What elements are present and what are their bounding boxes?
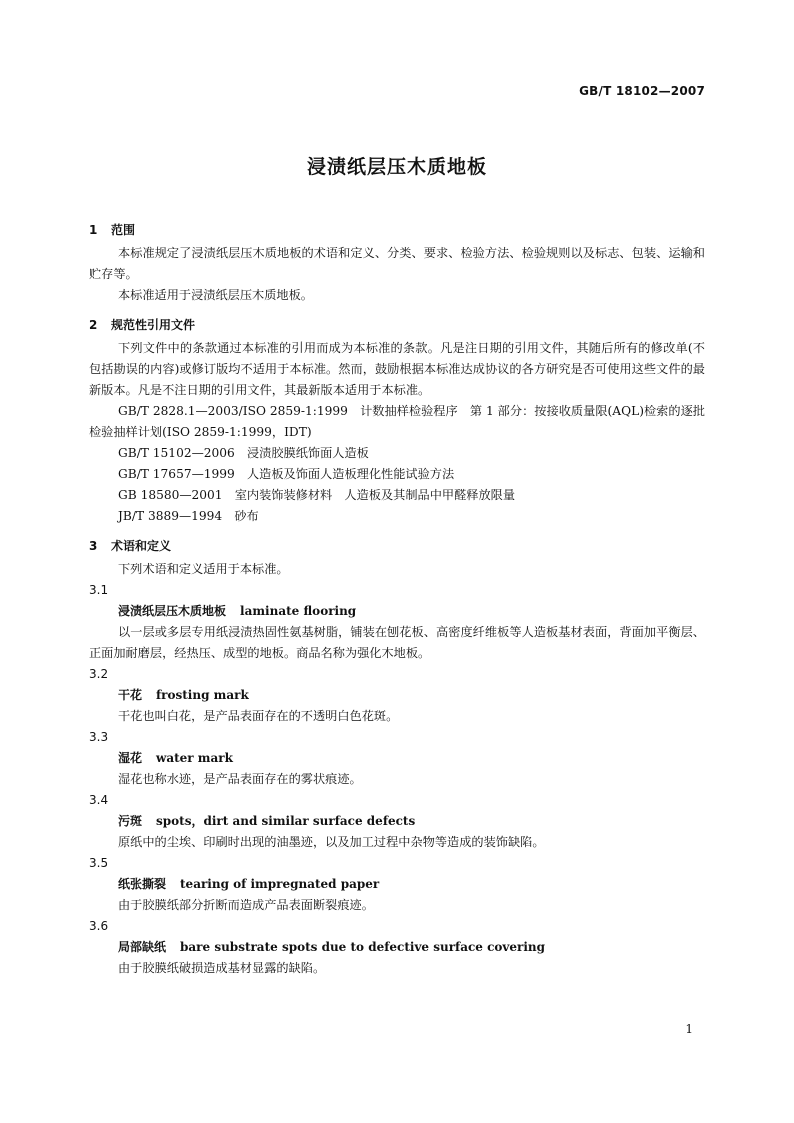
term-name-en: tearing of impregnated paper	[180, 877, 380, 891]
paragraph: 下列文件中的条款通过本标准的引用而成为本标准的条款。凡是注日期的引用文件，其随后所有的修改单(不包括勘误的内容)或修订版均不适用于本标准。然而，鼓励根据本标准达成协议的各方研究是否可使用这些文件的最新版本。凡是不注日期的引用文件，其最新版本适用于本标准。	[89, 341, 705, 397]
term-name	[89, 685, 705, 706]
term-name-cn: 局部缺纸	[118, 940, 167, 954]
term-entry	[89, 727, 705, 790]
term-name	[89, 601, 705, 622]
term-number: 3.3	[89, 730, 109, 744]
term-name-en: spots，dirt and similar surface defects	[156, 814, 416, 828]
section-heading-normative-references	[89, 316, 705, 334]
section-number: 3	[89, 539, 98, 553]
term-name-en: bare substrate spots due to defective surface covering	[180, 940, 546, 954]
term-entry	[89, 790, 705, 853]
section-title: 规范性引用文件	[111, 318, 196, 332]
paragraph: 本标准适用于浸渍纸层压木质地板。	[118, 288, 313, 302]
paragraph: 下列术语和定义适用于本标准。	[118, 562, 289, 576]
term-name-en: water mark	[156, 751, 233, 765]
reference-item: GB/T 2828.1—2003/ISO 2859-1:1999 计数抽样检验程序 第 1 部分：按接收质量限(AQL)检索的逐批检验抽样计划(ISO 2859-1:1999，IDT)	[89, 404, 705, 439]
term-entry	[89, 853, 705, 916]
term-definition: 原纸中的尘埃、印刷时出现的油墨迹，以及加工过程中杂物等造成的装饰缺陷。	[118, 835, 545, 849]
term-definition: 湿花也称水迹，是产品表面存在的雾状痕迹。	[118, 772, 362, 786]
term-name-cn: 污斑	[118, 814, 143, 828]
term-number: 3.1	[89, 583, 109, 597]
page-number: 1	[685, 1022, 693, 1036]
section-number: 1	[89, 223, 98, 237]
section-title: 范围	[111, 223, 136, 237]
section-title: 术语和定义	[111, 539, 172, 553]
term-entry	[89, 580, 705, 664]
reference-item: GB/T 15102—2006 浸渍胶膜纸饰面人造板	[118, 446, 369, 460]
term-name-cn: 浸渍纸层压木质地板	[118, 604, 227, 618]
term-name-cn: 干花	[118, 688, 143, 702]
term-name	[89, 811, 705, 832]
section-heading-terms-definitions	[89, 537, 705, 555]
section-number: 2	[89, 318, 98, 332]
term-definition: 由于胶膜纸部分折断而造成产品表面断裂痕迹。	[118, 898, 374, 912]
paragraph: 本标准规定了浸渍纸层压木质地板的术语和定义、分类、要求、检验方法、检验规则以及标志、包装、运输和贮存等。	[89, 246, 705, 281]
reference-item: GB/T 17657—1999 人造板及饰面人造板理化性能试验方法	[118, 467, 455, 481]
term-number: 3.6	[89, 919, 109, 933]
term-definition: 由于胶膜纸破损造成基材显露的缺陷。	[118, 961, 326, 975]
term-number: 3.5	[89, 856, 109, 870]
term-number: 3.4	[89, 793, 109, 807]
term-definition: 以一层或多层专用纸浸渍热固性氨基树脂，铺装在刨花板、高密度纤维板等人造板基材表面，背面加平衡层、正面加耐磨层，经热压、成型的地板。商品名称为强化木地板。	[89, 625, 705, 660]
term-name	[89, 748, 705, 769]
document-body	[89, 215, 705, 979]
term-name	[89, 874, 705, 895]
term-name-cn: 湿花	[118, 751, 143, 765]
term-entry	[89, 916, 705, 979]
document-title: 浸渍纸层压木质地板	[306, 156, 487, 178]
term-number: 3.2	[89, 667, 109, 681]
term-name-en: laminate flooring	[240, 604, 357, 618]
term-name	[89, 937, 705, 958]
term-entry	[89, 664, 705, 727]
document-code: GB/T 18102—2007	[579, 84, 705, 98]
term-name-en: frosting mark	[156, 688, 249, 702]
section-heading-scope	[89, 221, 705, 239]
reference-item: GB 18580—2001 室内装饰装修材料 人造板及其制品中甲醛释放限量	[118, 488, 516, 502]
term-name-cn: 纸张撕裂	[118, 877, 167, 891]
reference-item: JB/T 3889—1994 砂布	[118, 509, 259, 523]
term-definition: 干花也叫白花，是产品表面存在的不透明白色花斑。	[118, 709, 399, 723]
